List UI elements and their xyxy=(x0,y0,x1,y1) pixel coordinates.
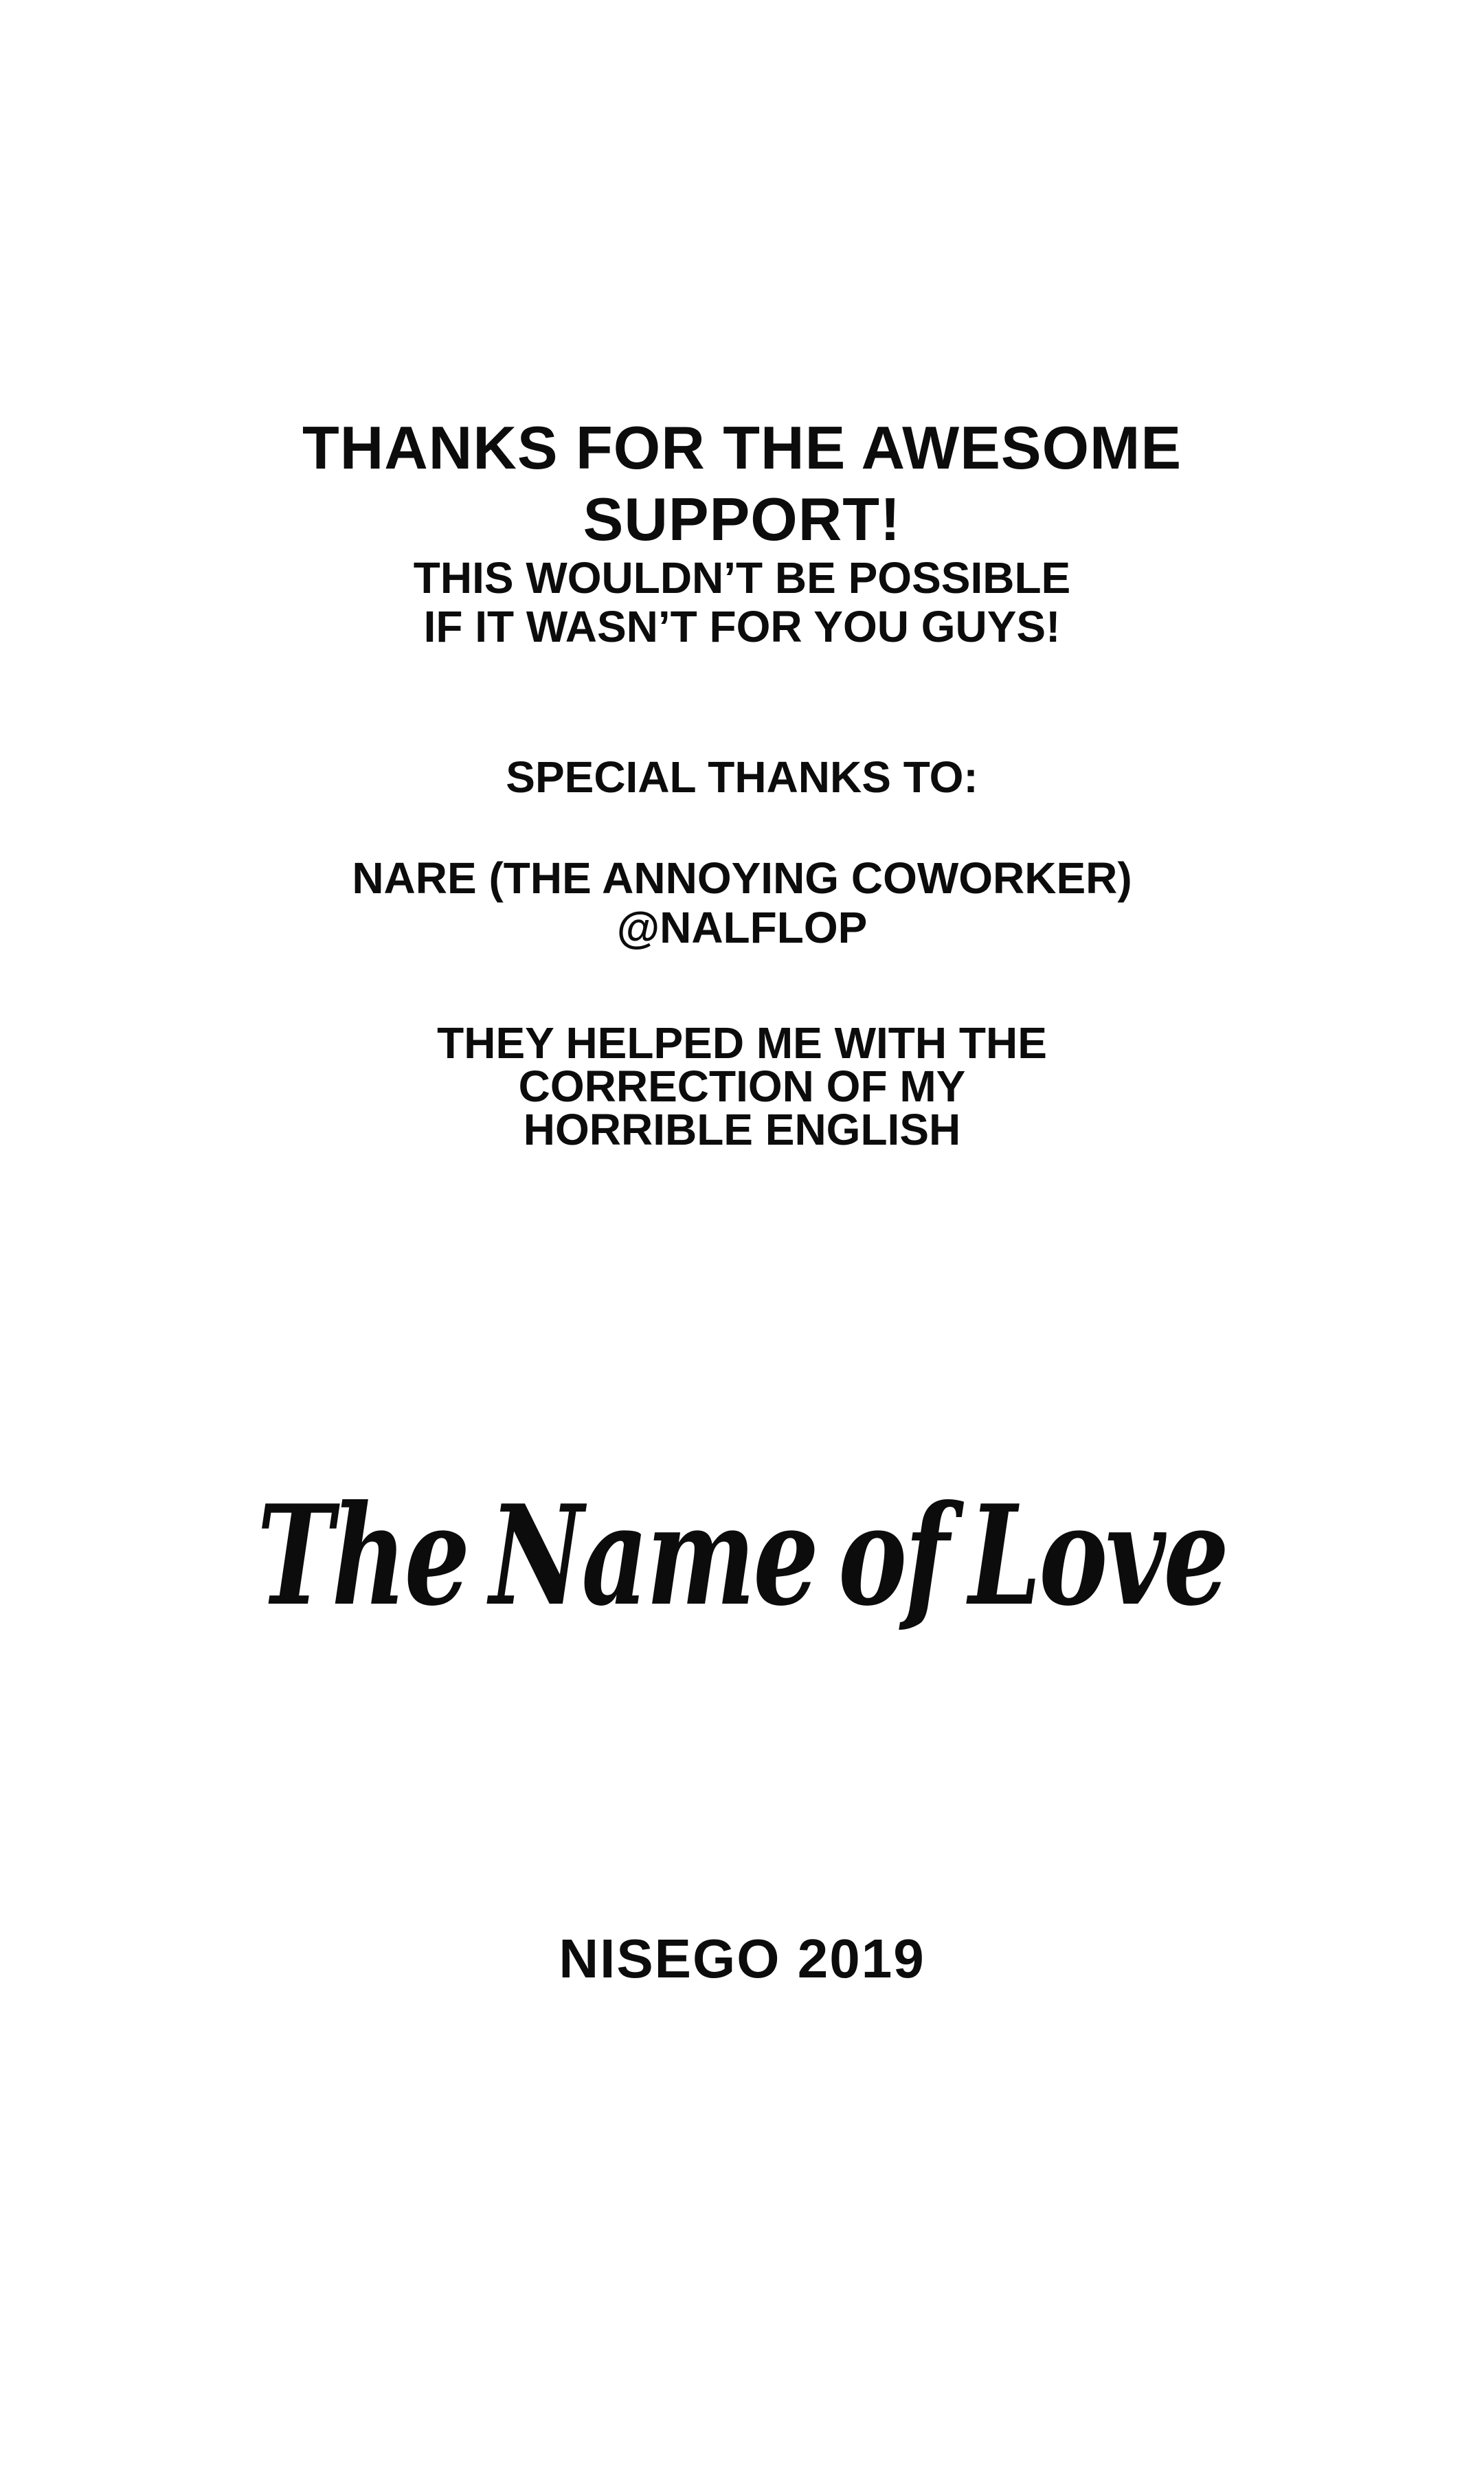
helper-note-line-3: HORRIBLE ENGLISH xyxy=(523,1105,961,1154)
helper-note-line-1: THEY HELPED ME WITH THE xyxy=(437,1018,1047,1068)
thanks-subtitle-line-1: THIS WOULDN’T BE POSSIBLE xyxy=(413,553,1071,603)
special-thanks-heading: SPECIAL THANKS TO: xyxy=(506,752,978,802)
series-logo: The Name of Love xyxy=(257,1475,1227,1637)
thanks-title-line-2: SUPPORT! xyxy=(583,485,901,553)
thanks-title-line-1: THANKS FOR THE AWESOME xyxy=(302,414,1182,482)
helper-handle: @NALFLOP xyxy=(616,903,868,952)
helper-note xyxy=(0,1018,1484,1154)
helper-note-line-2: CORRECTION OF MY xyxy=(518,1062,966,1111)
helper-credit xyxy=(0,853,1484,952)
artist-signature: NISEGO 2019 xyxy=(559,1928,925,1989)
thanks-subtitle-line-2: IF IT WASN’T FOR YOU GUYS! xyxy=(423,602,1061,651)
thanks-subtitle xyxy=(0,554,1484,651)
thanks-title xyxy=(0,412,1484,555)
helper-name: NARE (THE ANNOYING COWORKER) xyxy=(352,853,1132,903)
